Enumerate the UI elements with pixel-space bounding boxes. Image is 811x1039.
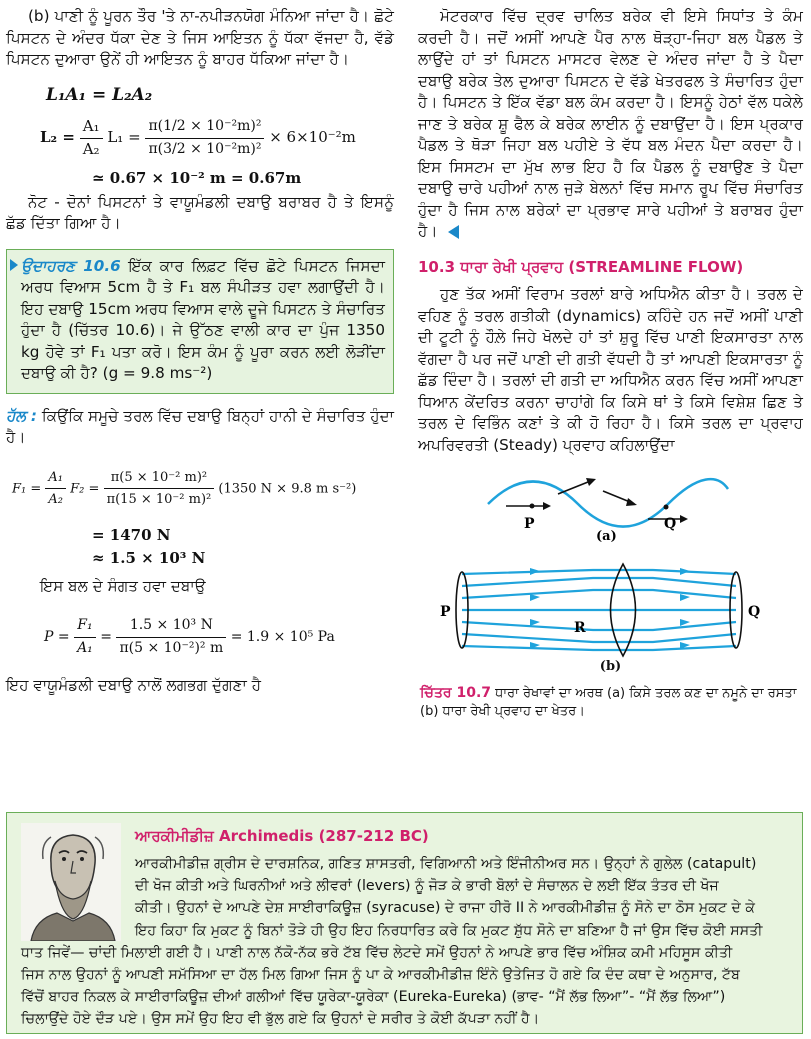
eq2-mid: L₁ = [107, 128, 141, 146]
equation-volume-text: L₁A₁ = L₂A₂ [46, 84, 153, 105]
p-frac-b [116, 615, 226, 659]
bio-line-5: ਧਾਤ ਜਿਵੇਂ— ਚਾਂਦੀ ਮਿਲਾਈ ਗਈ ਹੈ। ਪਾਣੀ ਨਾਲ ਨੱਕੋ-ਨੱਕ ਭਰੇ ਟੱਬ ਵਿੱਚ ਲੇਟਦੇ ਸਮੇਂ ਉਹਨਾਂ ਨੇ ਆਪਣੇ ਭਾਰ ਵਿੱਚ ਅੰਸ਼ਿਕ ਕਮੀ ਮਹਿਸੂਸ ਕੀਤੀ [21, 944, 733, 961]
solution-text: ਕਿਉਂਕਿ ਸਮੂਚੇ ਤਰਲ ਵਿੱਚ ਦਬਾਉ ਬਿਨ੍ਹਾਂ ਹਾਨੀ ਦੇ ਸੰਚਾਰਿਤ ਹੁੰਦਾ ਹੈ। [6, 406, 394, 446]
f1-result-1: = 1470 N [92, 525, 171, 544]
p-frac-b-num: 1.5 × 10³ N [116, 615, 226, 638]
figure-b-label-q: Q [748, 604, 761, 620]
example-label: ਉਦਾਹਰਣ 10.6 [21, 256, 121, 275]
figure-a-arrowhead-2 [586, 478, 596, 486]
p-lhs: P = [44, 629, 70, 645]
eq2-frac-a-den: A₂ [82, 139, 100, 158]
figure-a-caption: (a) [596, 529, 617, 544]
eq2-lhs: L₂ = [40, 128, 75, 146]
equation-pressure: P = $\frac{\text{F₁}}{\text{A₁}}$ = $\frac{\text{1.5 × 10³ N}}{\text{π(5 × 10⁻²)² m}}$ = 1.9 × 10⁵ Pa [44, 615, 394, 659]
example-text: ਇੱਕ ਕਾਰ ਲਿਫ਼ਟ ਵਿੱਚ ਛੋਟੇ ਪਿਸਟਨ ਜਿਸਦਾ ਅਰਧ ਵਿਆਸ 5cm ਹੈ ਤੇ F₁ ਬਲ ਸੰਪੀੜਤ ਹਵਾ ਲਗਾਉਂਦੀ ਹੈ। ਇਹ ਦਬਾਉ 15cm ਅਰਧ ਵਿਆਸ ਵਾਲੇ ਦੂਜੇ ਪਿਸਟਨ ਤੇ ਸੰਚਾਰਿਤ ਹੁੰਦਾ ਹੈ (ਚਿੱਤਰ 10.6)। ਜੇ ਉੱਠਣ ਵਾਲੀ ਕਾਰ ਦਾ ਪੁੰਜ 1350 kg ਹੋਵੇ ਤਾਂ F₁ ਪਤਾ ਕਰੋ। ਇਸ ਕੰਮ ਨੂੰ ਪੂਰਾ ਕਰਨ ਲਈ ਲੋੜੀਂਦਾ ਦਬਾਉ ਕੀ ਹੈ? (g = 9.8 ms⁻²) [21, 256, 385, 382]
paragraph-conclusion: ਇਹ ਵਾਯੂਮੰਡਲੀ ਦਬਾਉ ਨਾਲੋਂ ਲਗਭਗ ਦੁੱਗਣਾ ਹੈ [6, 676, 262, 694]
figure-b-label-r: R [574, 620, 586, 636]
right-column [418, 0, 803, 721]
p-frac-a-den: A₁ [77, 639, 93, 656]
f1-frac-b-den: π(15 × 10⁻² m)² [106, 492, 212, 507]
figure-a-arrow-3 [603, 491, 630, 502]
p-frac-a [74, 615, 96, 659]
figure-a-label-p: P [524, 516, 535, 532]
figure-b-arrow-5 [680, 568, 690, 575]
figure-a-arrowhead-4 [680, 515, 688, 523]
example-box [6, 249, 394, 394]
figure-a-label-q: Q [664, 516, 677, 532]
end-marker-icon [448, 225, 459, 239]
p-tail: = 1.9 × 10⁵ Pa [230, 629, 335, 645]
figure-a-point-p [530, 504, 535, 509]
figure-b-line-2 [462, 578, 736, 586]
figure-a-arrow-2 [558, 482, 588, 494]
figure-b-label-p: P [440, 604, 451, 620]
archimedes-box [6, 812, 803, 1034]
f1-tail: (1350 N × 9.8 m s⁻²) [218, 481, 357, 496]
bio-line-3: ਕੀਤੀ। ਉਹਨਾਂ ਦੇ ਆਪਣੇ ਦੇਸ਼ ਸਾਈਰਾਕਿਊਜ਼ (syracuse) ਦੇ ਰਾਜਾ ਹੀਰੋ II ਨੇ ਆਰਕੀਮੀਡੀਜ਼ ਨੂੰ ਸੋਨੇ ਦਾ ਠੋਸ ਮੁਕਟ ਦੇ ਕੇ [135, 900, 756, 917]
bio-line-6: ਜਿਸ ਨਾਲ ਉਹਨਾਂ ਨੂੰ ਆਪਣੀ ਸਮੱਸਿਆ ਦਾ ਹੱਲ ਮਿਲ ਗਿਆ ਜਿਸ ਨੂੰ ਪਾ ਕੇ ਆਰਕੀਮੀਡੀਜ਼ ਇੰਨੇ ਉਤੇਜਿਤ ਹੋ ਗਏ ਕਿ ਦੰਦ ਕਥਾ ਦੇ ਅਨੁਸਾਰ, ਟੱਬ [21, 967, 740, 984]
figure-a-point-q [664, 505, 669, 510]
f1-result-2: ≈ 1.5 × 10³ N [92, 549, 206, 567]
f1-frac-b-num: π(5 × 10⁻² m)² [104, 467, 215, 490]
eq2-tail: × 6×10⁻²m [269, 128, 356, 146]
figure-b-line-3 [462, 590, 736, 598]
archimedes-heading: ਆਰਕੀਮੀਡੀਜ਼ Archimedis (287-212 BC) [135, 827, 429, 845]
f1-frac-a-num: A₁ [45, 467, 66, 490]
figure-caption-text: ਧਾਰਾ ਰੇਖਾਵਾਂ ਦਾ ਅਰਥ (a) ਕਿਸੇ ਤਰਲ ਕਣ ਦਾ ਨਮੂਨੇ ਦਾ ਰਸਤਾ (b) ਧਾਰਾ ਰੇਖੀ ਪ੍ਰਵਾਹ ਦਾ ਖੇਤਰ। [420, 685, 797, 719]
figure-b-line-7 [462, 646, 736, 650]
figure-b-arrow-6 [680, 594, 690, 601]
f1-lhs: F₁ = [12, 481, 42, 496]
figure-b-arrow-1 [530, 568, 540, 575]
equation-f1 [12, 467, 394, 511]
figure-a-arrowhead-3 [626, 498, 637, 506]
f1-frac-a [45, 467, 66, 511]
eq2-frac-b-den: π(3/2 × 10⁻²m)² [148, 140, 262, 157]
eq2-frac-a-num: A₁ [80, 116, 103, 139]
example-arrow-icon [10, 259, 18, 271]
bio-line-7: ਵਿੱਚੋਂ ਬਾਹਰ ਨਿਕਲ ਕੇ ਸਾਈਰਾਕਿਊਜ਼ ਦੀਆਂ ਗਲੀਆਂ ਵਿੱਚ ਯੂਰੇਕਾ-ਯੂਰੇਕਾ (Eureka-Eureka) (ਭਾਵ- “ਮੈਂ ਲੱਭ ਲਿਆ”- “ਮੈਂ ਲੱਭ ਲਿਆ”) [21, 989, 726, 1006]
equation-volume [46, 85, 394, 107]
bio-line-2: ਦੀ ਖੋਜ ਕੀਤੀ ਅਤੇ ਘਿਰਨੀਆਂ ਅਤੇ ਲੀਵਰਾਂ (levers) ਨੂੰ ਜੋੜ ਕੇ ਭਾਰੀ ਬੋਲਾਂ ਦੇ ਸੰਚਾਲਨ ਦੇ ਲਈ ਇੱਕ ਤੰਤਰ ਦੀ ਖੋਜ [135, 878, 719, 895]
solution-paragraph [6, 406, 394, 449]
paragraph-streamline: ਹੁਣ ਤੱਕ ਅਸੀਂ ਵਿਰਾਮ ਤਰਲਾਂ ਬਾਰੇ ਅਧਿਐਨ ਕੀਤਾ ਹੈ। ਤਰਲ ਦੇ ਵਹਿਣ ਨੂੰ ਤਰਲ ਗਤੀਕੀ (dynamics) ਕਹਿੰਦੇ ਹਨ ਜਦੋਂ ਅਸੀਂ ਪਾਣੀ ਦੀ ਟੂਟੀ ਨੂੰ ਹੌਲ਼ੇ ਜਿਹੇ ਖੋਲਦੇ ਹਾਂ ਤਾਂ ਸ਼ੁਰੂ ਵਿੱਚ ਪਾਣੀ ਇਕਸਾਰਤਾ ਨਾਲ ਵੱਗਦਾ ਹੈ ਪਰ ਜਦੋਂ ਪਾਣੀ ਦੀ ਗਤੀ ਵੱਧਦੀ ਹੈ ਤਾਂ ਆਪਣੀ ਇਕਸਾਰਤਾ ਨੂੰ ਛੱਡ ਦਿੰਦਾ ਹੈ। ਤਰਲਾਂ ਦੀ ਗਤੀ ਦਾ ਅਧਿਐਨ ਕਰਨ ਵਿੱਚ ਅਸੀਂ ਆਪਣਾ ਧਿਆਨ ਕੇਂਦਰਿਤ ਕਰਨਾ ਚਾਹਾਂਗੇ ਕਿ ਕਿਸੇ ਥਾਂ ਤੇ ਕਿਸੇ ਵਿਸ਼ੇਸ਼ ਛਿਣ ਤੇ ਤਰਲ ਦੇ ਵਿਭਿੰਨ ਕਣਾਂ ਤੇ ਕੀ ਹੋ ਰਿਹਾ ਹੈ। ਕਿਸੇ ਤਰਲ ਦਾ ਪ੍ਰਵਾਹ ਅਪਰਿਵਰਤੀ (Steady) ਪ੍ਰਵਾਹ ਕਹਿਲਾਉਂਦਾ [418, 285, 803, 454]
paragraph-piston-volume: (b) ਪਾਣੀ ਨੂੰ ਪੂਰਨ ਤੌਰ 'ਤੇ ਨਾ-ਨਪੀੜਨਯੋਗ ਮੰਨਿਆ ਜਾਂਦਾ ਹੈ। ਛੋਟੇ ਪਿਸਟਨ ਦੇ ਅੰਦਰ ਧੱਕਾ ਦੇਣ ਤੇ ਜਿਸ ਆਇਤਨ ਨੂੰ ਧੱਕਾ ਵੱਜਦਾ ਹੈ, ਵੱਡੇ ਪਿਸਟਨ ਦੁਆਰਾ ਉਨੇਂ ਹੀ ਆਇਤਨ ਨੂੰ ਬਾਹਰ ਧੱਕਿਆ ਜਾਂਦਾ ਹੈ। [6, 7, 394, 68]
section-title: 10.3 ਧਾਰਾ ਰੇਖੀ ਪ੍ਰਵਾਹ (STREAMLINE FLOW) [418, 257, 744, 276]
figure-b-arrow-3 [530, 619, 540, 626]
bio-line-8: ਚਿਲਾਉਂਦੇ ਹੋਏ ਦੌੜ ਪਏ। ਉਸ ਸਮੇਂ ਉਹ ਇਹ ਵੀ ਭੁੱਲ ਗਏ ਕਿ ਉਹਨਾਂ ਦੇ ਸਰੀਰ ਤੇ ਕੋਈ ਕੱਪੜਾ ਨਹੀਂ ਹੈ। [21, 1011, 540, 1028]
figure-caption-label: ਚਿੱਤਰ 10.7 [420, 684, 491, 701]
f1-mid: F₂ = [70, 481, 100, 496]
eq2-frac-a [80, 116, 103, 160]
bio-line-4: ਇਹ ਕਿਹਾ ਕਿ ਮੁਕਟ ਨੂੰ ਬਿਨਾਂ ਤੋੜੇ ਹੀ ਉਹ ਇਹ ਨਿਰਧਾਰਿਤ ਕਰੇ ਕਿ ਮੁਕਟ ਸ਼ੁੱਧ ਸੋਨੇ ਦਾ ਬਣਿਆ ਹੈ ਜਾਂ ਉਸ ਵਿੱਚ ਕੋਈ ਸਸਤੀ [135, 922, 763, 939]
figure-a [418, 464, 803, 544]
p-frac-a-num: F₁ [74, 615, 96, 638]
equation-l2 [40, 116, 394, 160]
figure-b-line-5 [462, 622, 736, 630]
example-text-block [21, 256, 385, 385]
bio-line-1: ਆਰਕੀਮੀਡੀਜ਼ ਗ੍ਰੀਸ ਦੇ ਦਾਰਸ਼ਨਿਕ, ਗਣਿਤ ਸ਼ਾਸਤਰੀ, ਵਿਗਿਆਨੀ ਅਤੇ ਇੰਜੀਨੀਅਰ ਸਨ। ਉਨ੍ਹਾਂ ਨੇ ਗੁਲੇਲ (catapult) [135, 856, 757, 872]
eq2-frac-b-num: π(1/2 × 10⁻²m)² [145, 116, 264, 139]
equation-l2-result: ≃ 0.67 × 10⁻² m = 0.67m [92, 169, 302, 187]
pressure-intro: ਇਸ ਬਲ ਦੇ ਸੰਗਤ ਹਵਾ ਦਬਾਉ [40, 576, 206, 595]
solution-label: ਹੱਲ : [6, 406, 37, 425]
archimedes-body [21, 853, 789, 1031]
figure-b-line-6 [462, 634, 736, 642]
figure-b-arrow-2 [530, 594, 540, 601]
figure-b-arrow-7 [680, 619, 690, 626]
paragraph-brake-text: ਮੋਟਰਕਾਰ ਵਿੱਚ ਦ੍ਰਵ ਚਾਲਿਤ ਬਰੇਕ ਵੀ ਇਸੇ ਸਿਧਾਂਤ ਤੇ ਕੰਮ ਕਰਦੀ ਹੈ। ਜਦੋਂ ਅਸੀਂ ਆਪਣੇ ਪੈਰ ਨਾਲ ਥੋੜ੍ਹਾ-ਜਿਹਾ ਬਲ ਪੈਡਲ ਤੇ ਲਾਉਂਦੇ ਹਾਂ ਤਾਂ ਪਿਸਟਨ ਮਾਸਟਰ ਵੇਲਣ ਦੇ ਅੰਦਰ ਜਾਂਦਾ ਹੈ ਤੇ ਪੈਦਾ ਦਬਾਉ ਬਰੇਕ ਤੇਲ ਦੁਆਰਾ ਪਿਸਟਨ ਦੇ ਵੱਡੇ ਖੇਤਰਫਲ ਤੇ ਸੰਚਾਰਿਤ ਹੁੰਦਾ ਹੈ। ਪਿਸਟਨ ਤੇ ਇੱਕ ਵੱਡਾ ਬਲ ਕੰਮ ਕਰਦਾ ਹੈ। ਇਸਨੂੰ ਹੇਠਾਂ ਵੱਲ ਧਕੇਲੇ ਜਾਣ ਤੇ ਬਰੇਕ ਸ਼ੂ ਫੈਲ ਕੇ ਬਰੇਕ ਲਾਈਨ ਨੂੰ ਦਬਾਉਂਦਾ ਹੈ। ਇਸ ਪ੍ਰਕਾਰ ਪੈਡਲ ਤੇ ਥੋੜਾ ਜਿਹਾ ਬਲ ਪਹੀਏ ਤੇ ਵੱਧ ਬਲ ਮੰਦਨ ਪੈਦਾ ਕਰਦਾ ਹੈ। ਇਸ ਸਿਸਟਮ ਦਾ ਮੁੱਖ ਲਾਭ ਇਹ ਹੈ ਕਿ ਪੈਡਲ ਨੂੰ ਦਬਾਉਣ ਤੇ ਪੈਦਾ ਦਬਾਉ ਚਾਰੇ ਪਹੀਆਂ ਨਾਲ ਜੁੜੇ ਬੇਲਨਾਂ ਵਿੱਚ ਸਮਾਨ ਰੂਪ ਵਿੱਚ ਸੰਚਾਰਿਤ ਹੁੰਦਾ ਹੈ ਜਿਸ ਨਾਲ ਬਰੇਕਾਂ ਦਾ ਪ੍ਰਭਾਵ ਸਾਰੇ ਪਹੀਆਂ ਤੇ ਬਰਾਬਰ ਹੁੰਦਾ ਹੈ। [418, 7, 803, 240]
figure-b [418, 546, 803, 658]
f1-frac-b [104, 467, 215, 511]
paragraph-brake [418, 6, 803, 243]
figure-caption [418, 684, 803, 721]
f1-frac-a-den: A₂ [48, 492, 64, 507]
figure-a-arrowhead-1 [543, 502, 551, 510]
left-column [6, 0, 394, 697]
eq2-frac-b [145, 116, 264, 160]
figure-b-caption: (b) [599, 659, 622, 674]
figure-b-line-1 [462, 570, 736, 574]
p-frac-b-den: π(5 × 10⁻²)² m [119, 639, 224, 656]
paragraph-note: ਨੋਟ - ਦੋਨਾਂ ਪਿਸਟਨਾਂ ਤੇ ਵਾਯੂਮੰਡਲੀ ਦਬਾਉ ਬਰਾਬਰ ਹੈ ਤੇ ਇਸਨੂੰ ਛੱਡ ਦਿੱਤਾ ਗਿਆ ਹੈ। [6, 192, 394, 232]
